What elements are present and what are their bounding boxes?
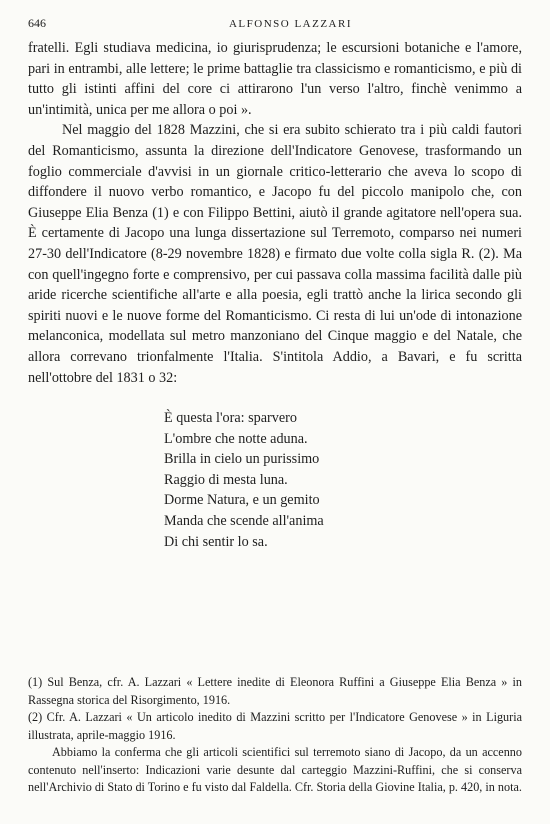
poem-line: Brilla in cielo un purissimo (164, 451, 320, 468)
footnote-note: Abbiamo la conferma che gli articoli scientifici sul terremoto siano di Jacopo, da un accenno contenuto nell'inserto: Indicazioni varie desunte dal carteggio Mazzini-Ruffini, che si conserva nell'Archivio di Stato di Torino e fu visto dal Faldella. Cfr. Storia della Giovine Italia, p. 420, in nota. (28, 745, 522, 794)
main-text (28, 38, 522, 388)
paragraph-1: fratelli. Egli studiava medicina, io giurisprudenza; le escursioni botaniche e l'amore, pari in entrambi, alle lettere; le prime battaglie tra classicismo e romanticismo, e più di tutto gli istinti affini del core ci attirarono l'un verso l'altro, finchè venimmo a un'intimità, unica per me allora o poi ». (28, 40, 522, 118)
poem-line: È questa l'ora: sparvero (164, 410, 297, 427)
poem-line: Dorme Natura, e un gemito (164, 492, 320, 509)
page-number: 646 (28, 16, 46, 30)
poem-line: L'ombre che notte aduna. (164, 430, 308, 447)
footnote-2: (2) Cfr. A. Lazzari « Un articolo inedito di Mazzini scritto per l'Indicatore Genovese » in Liguria illustrata, aprile-maggio 1916. (28, 710, 522, 742)
footnote-1: (1) Sul Benza, cfr. A. Lazzari « Lettere inedite di Eleonora Ruffini a Giuseppe Elia Benza » in Rassegna storica del Risorgimento, 1916. (28, 675, 522, 707)
poem-line: Di chi sentir lo sa. (164, 533, 268, 550)
poem-line: Raggio di mesta luna. (164, 471, 288, 488)
poem-stanza (164, 408, 522, 552)
page-header (28, 16, 522, 38)
poem-line: Manda che scende all'anima (164, 513, 324, 530)
running-head: ALFONSO LAZZARI (228, 18, 352, 30)
footnotes (28, 674, 522, 797)
paragraph-2: Nel maggio del 1828 Mazzini, che si era subito schierato tra i più caldi fautori del Romanticismo, assunta la direzione dell'Indicatore Genovese, trasformando un foglio commerciale d'avvisi in un giornale critico-letterario che aveva lo scopo di diffondere il nuovo verbo romantico, e Jacopo fu del piccolo manipolo che, con Giuseppe Elia Benza (1) e con Filippo Bettini, aiutò il grande agitatore nell'opera sua. È certamente di Jacopo una lunga dissertazione sul Terremoto, comparso nei numeri 27-30 dell'Indicatore (8-29 novembre 1828) e firmato due volte colla sigla R. (2). Ma con quell'ingegno forte e comprensivo, per cui passava colla massima facilità dalle più aride ricerche scientifiche all'arte e alla poesia, egli trattò anche la lirica secondo gli spiriti nuovi e le nuove forme del Romanticismo. Ci resta di lui un'ode di intonazione melanconica, modellata sul metro manzoniano del Cinque maggio e del Natale, che allora correvano trionfalmente l'Italia. S'intitola Addio, a Bavari, e fu scritta nell'ottobre del 1831 o 32: (28, 122, 522, 386)
